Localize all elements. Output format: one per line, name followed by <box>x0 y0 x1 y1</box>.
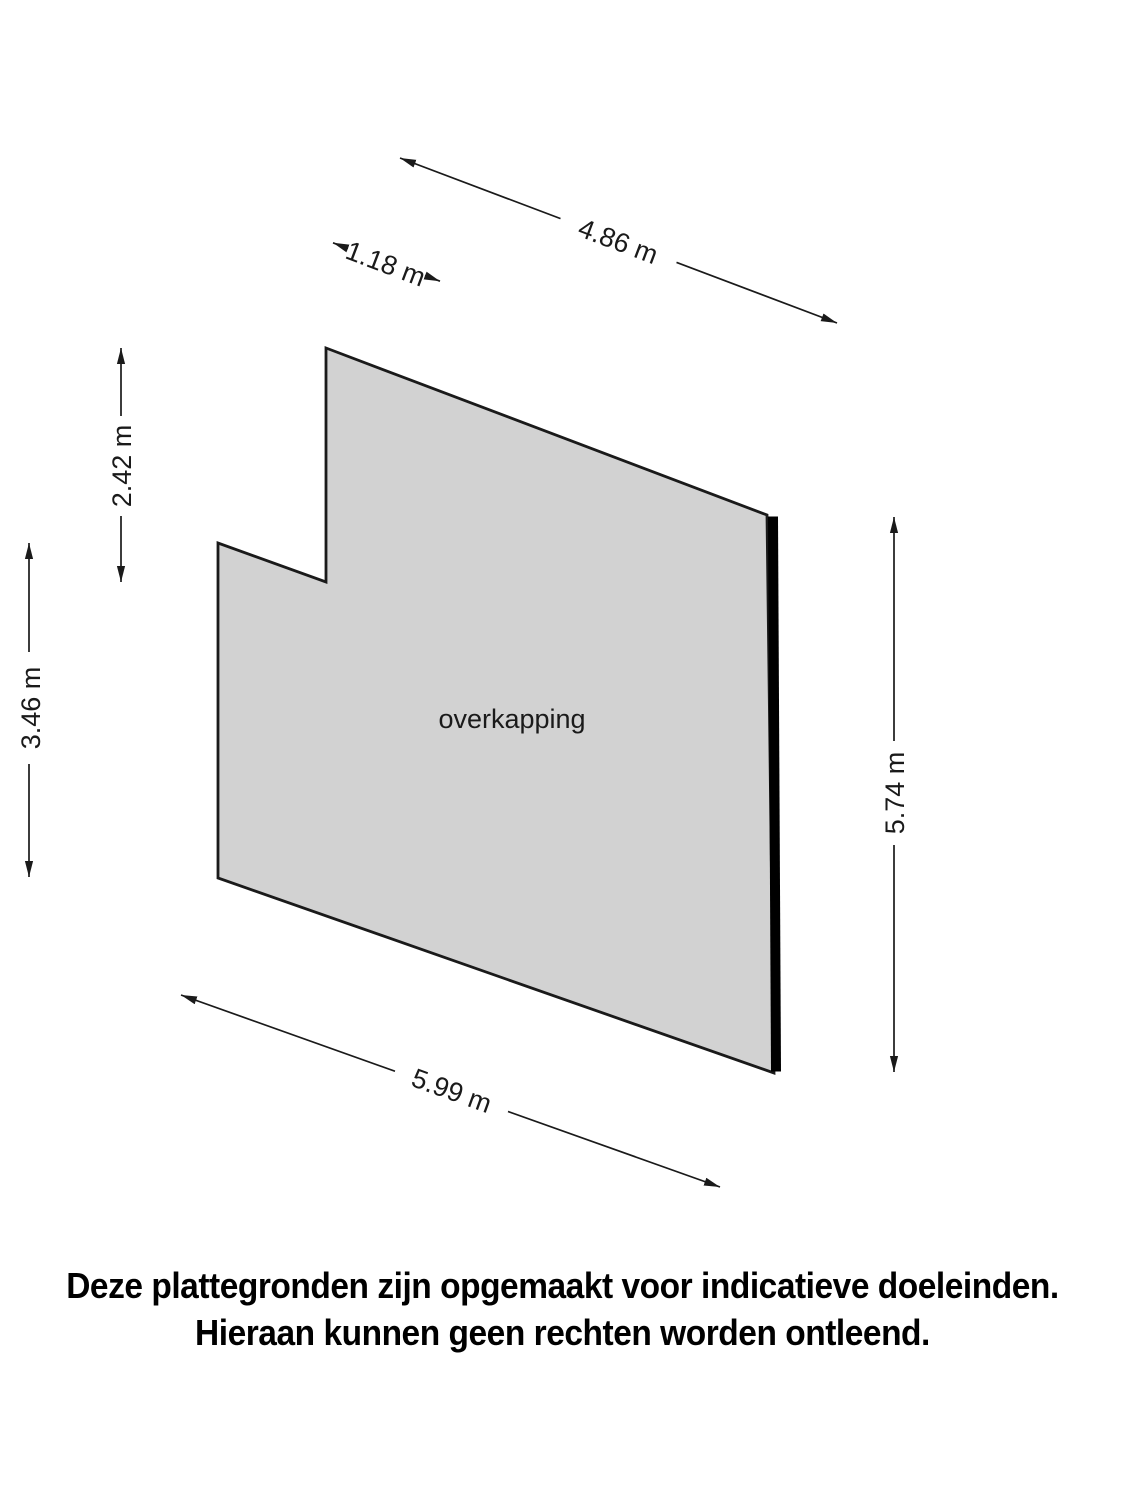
disclaimer-line-2: Hieraan kunnen geen rechten worden ontleend. <box>195 1312 930 1353</box>
dimension-left <box>13 543 47 877</box>
dimension-notch-width-arrow-right <box>425 276 440 282</box>
dimension-top <box>400 158 837 323</box>
disclaimer <box>39 1262 1085 1356</box>
dimension-right-label: 5.74 m <box>880 751 910 835</box>
room-label: overkapping <box>438 704 586 734</box>
dimension-notch-width-label: 1.18 m <box>341 235 430 293</box>
dimension-top-label: 4.86 m <box>574 212 663 271</box>
disclaimer-line-1: Deze plattegronden zijn opgemaakt voor indicatieve doeleinden. <box>66 1265 1059 1306</box>
dimension-left-label: 3.46 m <box>16 666 46 750</box>
dimension-notch-height <box>104 348 138 582</box>
dimension-notch-width <box>333 235 440 292</box>
dimension-right <box>877 517 911 1072</box>
right-wall-bar <box>773 517 776 1072</box>
dimension-bottom-label: 5.99 m <box>407 1062 496 1120</box>
dimension-notch-width-arrow-left <box>333 243 348 249</box>
dimension-notch-height-label: 2.42 m <box>107 424 137 508</box>
